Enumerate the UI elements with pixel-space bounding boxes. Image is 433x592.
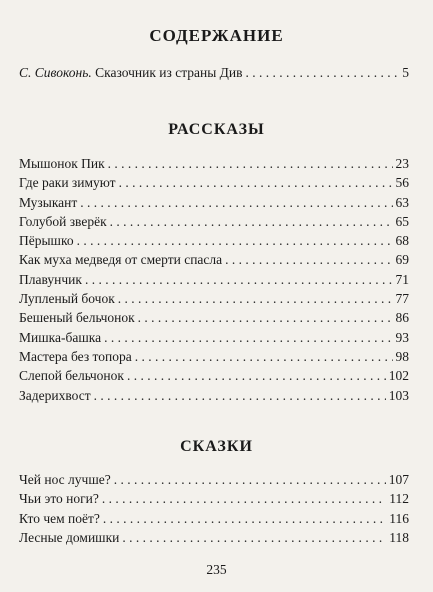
dot-leader xyxy=(102,489,386,508)
toc-entry xyxy=(19,270,409,289)
dot-leader xyxy=(135,347,393,366)
toc-entry-page: 56 xyxy=(395,175,409,191)
dot-leader xyxy=(225,250,392,269)
dot-leader xyxy=(127,366,386,385)
toc-entry-title: Голубой зверёк xyxy=(19,213,107,229)
toc-entry-page: 23 xyxy=(395,156,409,171)
toc-entry-intro xyxy=(19,63,409,82)
toc-entry xyxy=(19,528,409,547)
toc-entry xyxy=(19,509,409,528)
dot-leader xyxy=(103,509,386,528)
toc-entry-title: Мышонок Пик xyxy=(19,156,105,171)
toc-entry-page: 93 xyxy=(395,329,409,345)
toc-entry xyxy=(19,250,409,269)
dot-leader xyxy=(138,308,393,327)
toc-entry-title: Пёрышко xyxy=(19,233,74,249)
stories-list xyxy=(19,154,409,405)
dot-leader xyxy=(80,193,392,212)
toc-entry-title: Задерихвост xyxy=(19,387,91,403)
toc-entry-title: Лесные домишки xyxy=(19,529,120,545)
toc-entry-title: Мишка-башка xyxy=(19,329,102,345)
toc-entry xyxy=(19,366,409,385)
dot-leader xyxy=(104,328,392,347)
dot-leader xyxy=(118,289,393,308)
page-number: 235 xyxy=(206,562,227,577)
toc-entry xyxy=(19,386,409,405)
dot-leader xyxy=(122,528,386,547)
toc-entry-page: 118 xyxy=(389,529,409,545)
toc-entry-title: Бешеный бельчонок xyxy=(19,310,135,326)
tales-heading: СКАЗКИ xyxy=(180,438,253,455)
toc-entry-page: 116 xyxy=(389,510,409,526)
toc-entry-page: 71 xyxy=(395,271,409,287)
toc-entry-page: 107 xyxy=(388,472,409,487)
toc-entry-title: Кто чем поёт? xyxy=(19,510,100,526)
toc-entry xyxy=(19,193,409,212)
toc-entry-page: 69 xyxy=(395,252,409,268)
toc-entry-page: 5 xyxy=(402,65,409,80)
toc-entry-author: С. Сивоконь. xyxy=(19,65,92,80)
toc-entry-page: 86 xyxy=(395,310,409,326)
toc-entry-page: 103 xyxy=(388,387,409,403)
toc-entry xyxy=(19,489,409,508)
stories-heading: РАССКАЗЫ xyxy=(168,121,265,138)
dot-leader xyxy=(114,470,386,489)
toc-entry-page: 63 xyxy=(395,194,409,210)
toc-entry-title: Где раки зимуют xyxy=(19,175,116,191)
toc-entry xyxy=(19,154,409,173)
tales-list xyxy=(19,470,409,547)
toc-entry-title: Чей нос лучше? xyxy=(19,472,111,487)
toc-entry-page: 77 xyxy=(395,291,409,307)
toc-entry xyxy=(19,231,409,250)
toc-entry-title: Мастера без топора xyxy=(19,348,132,364)
toc-entry-title: Слепой бельчонок xyxy=(19,368,124,384)
dot-leader xyxy=(94,386,386,405)
toc-entry-page: 98 xyxy=(395,348,409,364)
toc-entry-title: Лупленый бочок xyxy=(19,291,115,307)
toc-entry-page: 112 xyxy=(389,491,409,507)
toc-entry-page: 68 xyxy=(395,233,409,249)
dot-leader xyxy=(245,63,399,82)
toc-entry-title: Музыкант xyxy=(19,194,78,210)
dot-leader xyxy=(77,231,393,250)
toc-entry-page: 65 xyxy=(395,213,409,229)
toc-entry xyxy=(19,289,409,308)
dot-leader xyxy=(85,270,393,289)
toc-entry-page: 102 xyxy=(388,368,409,384)
toc-entry xyxy=(19,212,409,231)
toc-entry xyxy=(19,308,409,327)
contents-heading: СОДЕРЖАНИЕ xyxy=(149,26,284,45)
dot-leader xyxy=(119,173,393,192)
dot-leader xyxy=(108,154,393,173)
toc-entry-title: Чьи это ноги? xyxy=(19,491,99,507)
dot-leader xyxy=(110,212,393,231)
toc-entry xyxy=(19,347,409,366)
toc-entry xyxy=(19,173,409,192)
toc-entry xyxy=(19,328,409,347)
toc-entry-title: Плавунчик xyxy=(19,271,82,287)
toc-entry-title: С. Сивоконь. Сказочник из страны Див xyxy=(19,65,243,80)
intro-list xyxy=(19,63,409,82)
toc-entry xyxy=(19,470,409,489)
toc-entry-title: Как муха медведя от смерти спасла xyxy=(19,252,223,268)
